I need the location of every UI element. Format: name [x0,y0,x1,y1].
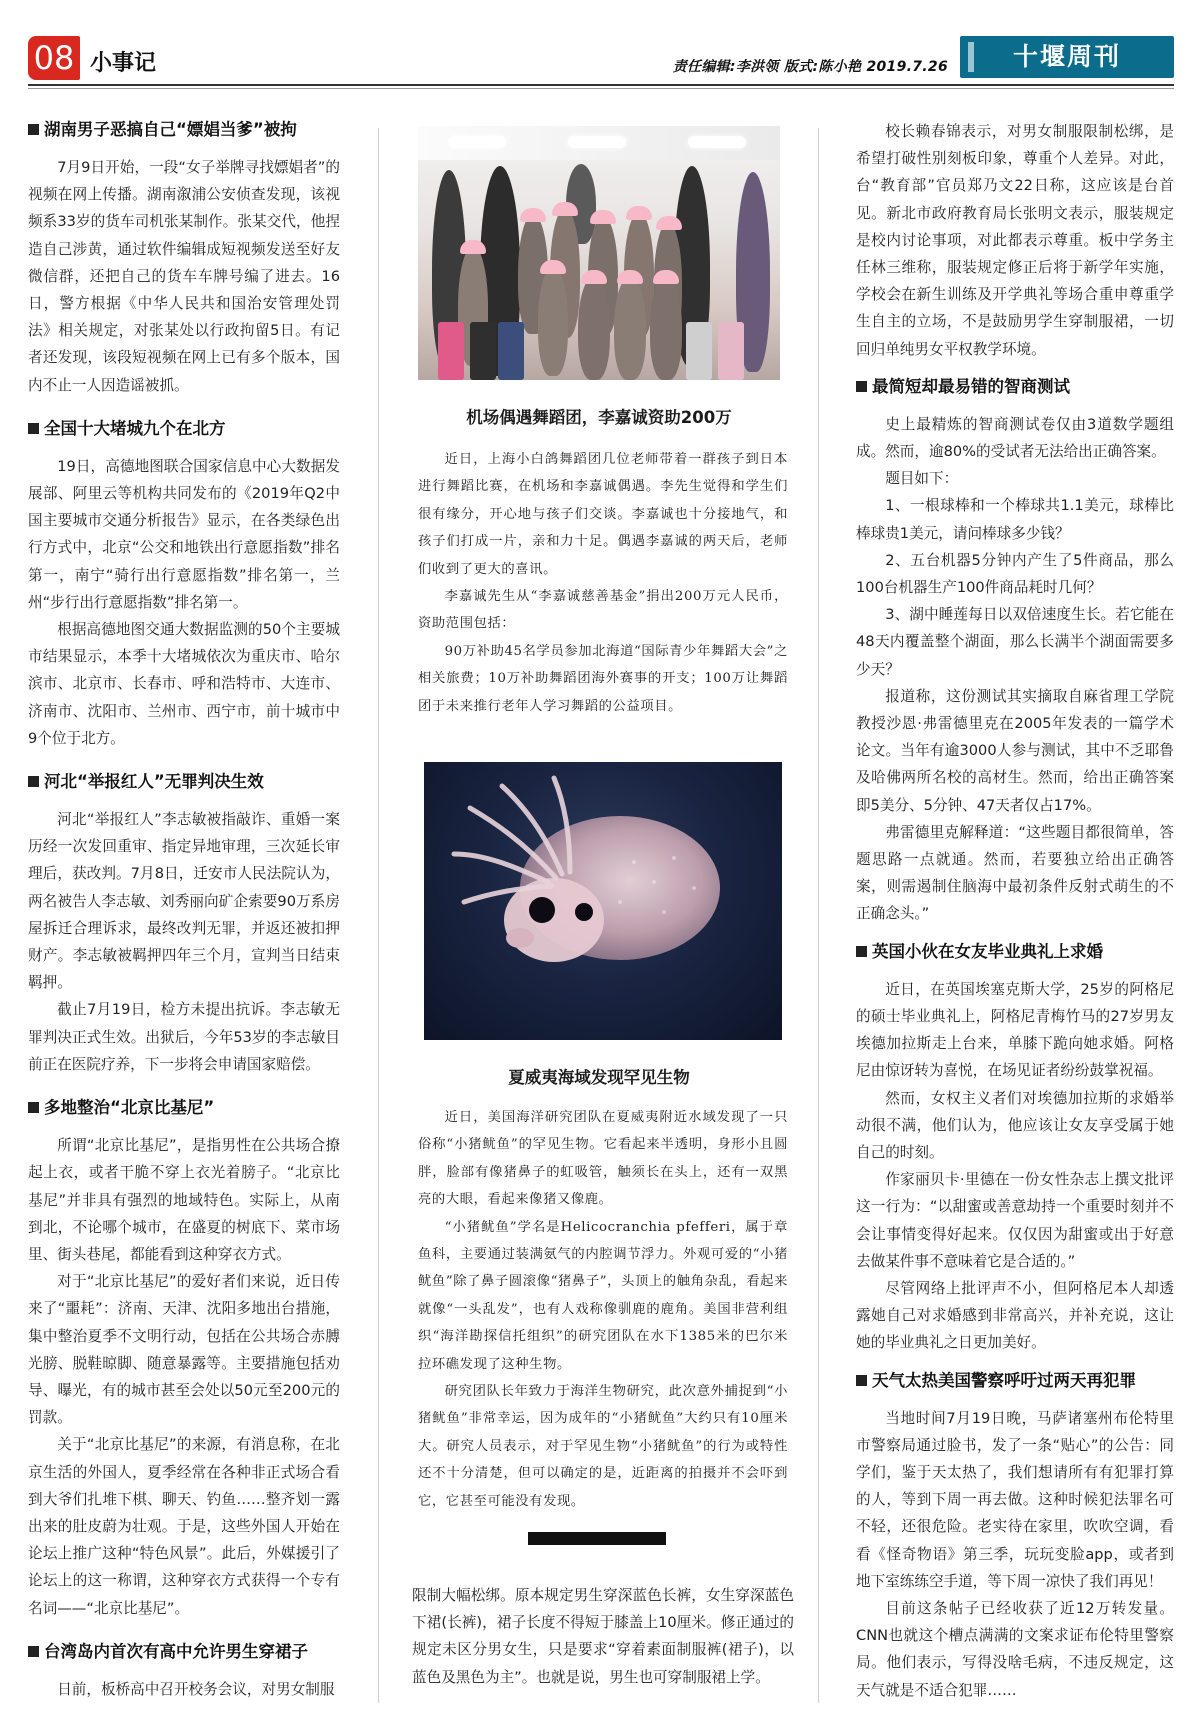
masthead-title: 十堰周刊 [1012,42,1121,71]
paragraph: 校长赖春锦表示，对男女制服限制松绑，是希望打破性别刻板印象，尊重个人差异。对此，台“教育部”官员郑乃文22日称，这应该是台首见。新北市政府教育局长张明文表示，服装规定是校内讨论事项，对此都表示尊重。板中学务主任林三维称，服装规定修正后将于新学年实施，学校会在新生训练及开学典礼等场合重申尊重学生自主的立场，不是鼓励男学生穿制服裙，一切回归单纯男女平权教学环境。 [856,123,1174,358]
section-divider-bar [528,1532,666,1545]
paragraph: 当地时间7月19日晚，马萨诸塞州布伦特里市警察局通过脸书，发了一条“贴心”的公告：同学们，鉴于天太热了，我们想请所有有犯罪打算的人，等到下周一再去做。这种时候犯法罪名可不轻，还很危险。老实待在家里，吹吹空调，看看《怪奇物语》第三季，玩玩变脸app，或者到地下室练练空手道，等下周一凉快了我们再见！ [856,1409,1174,1590]
paragraph: 弗雷德里克解释道：“这些题目都很简单，答题思路一点就通。然而，若要独立给出正确答案，则需遏制住脑海中最初条件反射式萌生的不正确念头。” [856,823,1174,923]
photo-caption-squid: 夏威夷海域发现罕见生物 [508,1068,690,1087]
paragraph: 日前，板桥高中召开校务会议，对男女制服 [57,1680,335,1698]
logo-mark-icon [968,42,974,72]
paragraph: 李嘉诚先生从“李嘉诚慈善基金”捐出200万元人民币，资助范围包括： [418,589,788,632]
paragraph: 2、五台机器5分钟内产生了5件商品，那么100台机器生产100件商品耗时几何？ [856,551,1174,597]
article-iq-test [856,375,1174,928]
paragraph: 史上最精炼的智商测试卷仅由3道数学题组成。然而，逾80%的受试者无法给出正确答案。 [856,415,1174,461]
column-middle-taiwan-cont [412,1582,794,1691]
headline: 英国小伙在女友毕业典礼上求婚 [856,940,1174,964]
article-hebei [28,770,340,1078]
editor-credits: 责任编辑:李洪领 版式:陈小艳 2019.7.26 [672,59,948,75]
paragraph: 研究团队长年致力于海洋生物研究，此次意外捕捉到“小猪鱿鱼”非常幸运，因为成年的“小猪鱿鱼”大约只有10厘米大。研究人员表示，对于罕见生物“小猪鱿鱼”的行为或特性还不十分清楚，但可以确定的是，近距离的拍摄并不会吓到它，它甚至可能没有发现。 [418,1384,788,1509]
paragraph: 近日，上海小白鸽舞蹈团几位老师带着一群孩子到日本进行舞蹈比赛，在机场和李嘉诚偶遇。李先生觉得和学生们很有缘分，开心地与孩子们交谈。李嘉诚也十分接地气，和孩子们打成一片，亲和力十足。偶遇李嘉诚的两天后，老师们收到了更大的喜讯。 [418,452,788,577]
piglet-squid-photo [424,762,782,1040]
paragraph: 所谓“北京比基尼”，是指男性在公共场合撩起上衣，或者干脆不穿上衣光着膀子。“北京比基尼”并非具有强烈的地域特色。实际上，从南到北，不论哪个城市，在盛夏的树底下、菜市场里、街头巷尾，都能看到这种穿衣方式。 [28,1137,340,1263]
paragraph: 尽管网络上批评声不小，但阿格尼本人却透露她自己对求婚感到非常高兴，并补充说，这让她的毕业典礼之日更加美好。 [856,1279,1174,1352]
paragraph: 1、一根球棒和一个棒球共1.1美元，球棒比棒球贵1美元，请问棒球多少钱？ [856,497,1174,542]
paragraph: 3、湖中睡莲每日以双倍速度生长。若它能在48天内覆盖整个湖面，那么长满半个湖面需要多少天？ [856,606,1174,678]
paragraph: 题目如下： [885,470,959,488]
page-header [28,36,1174,82]
headline: 台湾岛内首次有高中允许男生穿裙子 [28,1640,340,1664]
squid-illustration [424,762,782,1040]
headline: 河北“举报红人”无罪判决生效 [28,770,340,794]
column-divider-2 [818,128,819,1703]
page-number: 08 [28,36,80,80]
paragraph: 目前这条帖子已经收获了近12万转发量。CNN也就这个槽点满满的文案求证布伦特里警察局。他们表示，写得没啥毛病，不违反规定，这天气就是不适合犯罪…… [856,1599,1174,1699]
article-proposal [856,940,1174,1357]
paragraph: 截止7月19日，检方未提出抗诉。李志敏无罪判决正式生效。出狱后，今年53岁的李志敏目前正在医院疗养，下一步将会申请国家赔偿。 [28,1001,340,1073]
article-police-heat [856,1369,1174,1704]
paragraph: 作家丽贝卡·里德在一份女性杂志上撰文批评这一行为：“以甜蜜或善意劫持一个重要时刻并不会让事情变得好起来。仅仅因为甜蜜或出于好意去做某件事不意味着它是合适的。” [856,1171,1174,1270]
airport-group-photo [418,126,780,380]
paragraph: 然而，女权主义者们对埃德加拉斯的求婚举动很不满，他们认为，他应该让女友享受属于她自己的时刻。 [856,1089,1174,1161]
header-rule-thin [28,88,1174,89]
column-left [28,118,340,1703]
paragraph: 近日，美国海洋研究团队在夏威夷附近水域发现了一只俗称“小猪鱿鱼”的罕见生物。它看起来半透明，身形小且圆胖，脸部有像猪鼻子的虹吸管，触须长在头上，还有一双黑亮的大眼，看起来像猪又像鹿。 [418,1110,788,1208]
paragraph: 对于“北京比基尼”的爱好者们来说，近日传来了“噩耗”：济南、天津、沈阳多地出台措施，集中整治夏季不文明行动，包括在公共场合赤膊光膀、脱鞋晾脚、随意暴露等。主要措施包括劝导、曝光，有的城市甚至会处以50元至200元的罚款。 [28,1273,340,1427]
paragraph: 19日，高德地图联合国家信息中心大数据发展部、阿里云等机构共同发布的《2019年Q2中国主要城市交通分析报告》显示，在各类绿色出行方式中，北京“公交和地铁出行意愿指数”排名第一，南宁“骑行出行意愿指数”排名第一，兰州“步行出行意愿指数”排名第一。 [28,457,340,611]
paragraph: 90万补助45名学员参加北海道“国际青少年舞蹈大会”之相关旅费；10万补助舞蹈团海外赛事的开支；100万让舞蹈团于未来推行老年人学习舞蹈的公益项目。 [418,643,788,714]
article-bikini [28,1096,340,1622]
article-taiwan-skirt [28,1640,340,1703]
paragraph: 近日，在英国埃塞克斯大学，25岁的阿格尼的硕士毕业典礼上，阿格尼青梅竹马的27岁男友埃德加拉斯走上台来，单膝下跪向她求婚。阿格尼由惊讶转为喜悦，在场见证者纷纷鼓掌祝福。 [856,980,1174,1080]
column-middle-story1 [418,446,788,720]
article-traffic [28,417,340,752]
masthead-logo [960,36,1174,78]
paragraph: 7月9日开始，一段“女子举牌寻找嫖娼者”的视频在网上传播。湖南溆浦公安侦查发现，该视频系33岁的货车司机张某制作。张某交代，他捏造自己涉黄，通过软件编辑成短视频发送至好友微信群，还把自己的货车车牌号编了进去。16日，警方根据《中华人民共和国治安管理处罚法》相关规定，对张某处以行政拘留5日。有记者还发现，该段短视频在网上已有多个版本，国内不止一人因造谣被抓。 [28,159,340,394]
paragraph: “小猪鱿鱼”学名是Helicocranchia pfefferi，属于章鱼科，主要通过装满氨气的内腔调节浮力。外观可爱的“小猪鱿鱼”除了鼻子圆滚像“猪鼻子”，头顶上的触角杂乱，看起来就像“一头乱发”，也有人戏称像驯鹿的鹿角。美国非营利组织“海洋勘探信托组织”的研究团队在水下1385米的巴尔米拉环礁发现了这种生物。 [418,1219,788,1372]
header-rule [28,84,1174,86]
headline: 湖南男子恶搞自己“嫖娼当爹”被拘 [28,118,340,142]
headline: 最简短却最易错的智商测试 [856,375,1174,399]
headline: 天气太热美国警察呼吁过两天再犯罪 [856,1369,1174,1393]
headline: 多地整治“北京比基尼” [28,1096,340,1120]
headline: 全国十大堵城九个在北方 [28,417,340,441]
article-hunan [28,118,340,399]
column-middle-story2 [418,1104,788,1515]
column-divider-1 [378,128,379,1703]
paragraph: 河北“举报红人”李志敏被指敲诈、重婚一案历经一次发回重审、指定异地审理，三次延长审理后，获改判。7月8日，迁安市人民法院认为，两名被告人李志敏、刘秀丽向矿企索要90万系房屋拆迁合理诉求，最终改判无罪，并返还被扣押财产。李志敏被羁押四年三个月，宣判当日结束羁押。 [28,811,340,992]
column-right [856,118,1174,1704]
paragraph: 根据高德地图交通大数据监测的50个主要城市结果显示，本季十大堵城依次为重庆市、哈尔滨市、北京市、长春市、呼和浩特市、大连市、济南市、沈阳市、兰州市、西宁市，前十城市中9个位于北方。 [28,621,340,747]
section-title: 小事记 [90,51,157,76]
paragraph: 限制大幅松绑。原本规定男生穿深蓝色长裤，女生穿深蓝色下裙(长裤)，裙子长度不得短于膝盖上10厘米。修正通过的规定未区分男女生，只是要求“穿着素面制服裤(裙子)，以蓝色及黑色为主”。也就是说，男生也可穿制服裙上学。 [412,1587,794,1686]
paragraph: 报道称，这份测试其实摘取自麻省理工学院教授沙恩·弗雷德里克在2005年发表的一篇学术论文。当年有逾3000人参与测试，其中不乏耶鲁及哈佛两所名校的高材生。然而，给出正确答案即5美分、5分钟、47天者仅占17%。 [856,687,1174,814]
photo-caption-li-ka-shing: 机场偶遇舞蹈团，李嘉诚资助200万 [466,408,732,427]
paragraph: 关于“北京比基尼”的来源，有消息称，在北京生活的外国人，夏季经常在各种非正式场合看到大爷们扎堆下棋、聊天、钓鱼……整齐划一露出来的肚皮蔚为壮观。于是，这些外国人开始在论坛上推广这种“特色风景”。此后，外媒援引了论坛上的这一称谓，这种穿衣方式获得一个专有名词——“北京比基尼”。 [28,1436,340,1617]
